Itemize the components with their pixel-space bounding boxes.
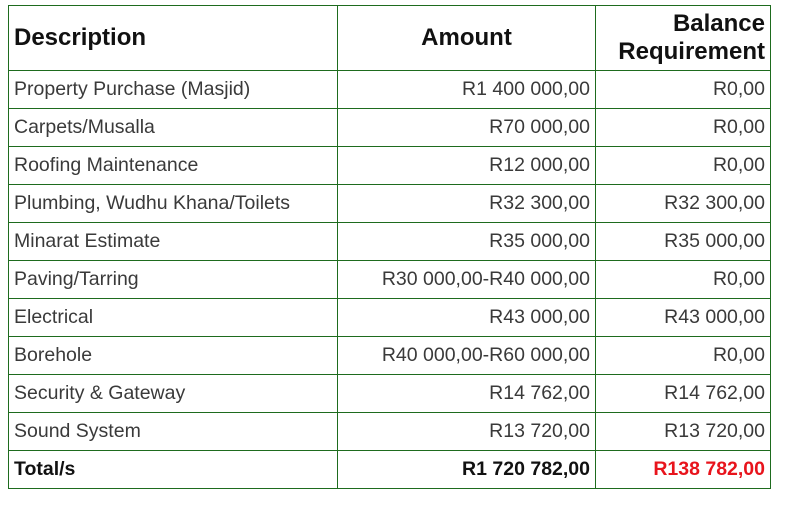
total-label: Total/s xyxy=(9,451,338,489)
row-amount: R70 000,00 xyxy=(338,109,596,147)
row-balance: R0,00 xyxy=(596,109,771,147)
header-amount: Amount xyxy=(338,6,596,71)
total-balance: R138 782,00 xyxy=(596,451,771,489)
header-description: Description xyxy=(9,6,338,71)
header-balance-requirement: Balance Requirement xyxy=(596,6,771,71)
total-amount: R1 720 782,00 xyxy=(338,451,596,489)
table-row xyxy=(9,147,771,185)
row-balance: R35 000,00 xyxy=(596,223,771,261)
row-amount: R30 000,00-R40 000,00 xyxy=(338,261,596,299)
row-balance: R14 762,00 xyxy=(596,375,771,413)
row-balance: R32 300,00 xyxy=(596,185,771,223)
row-balance: R43 000,00 xyxy=(596,299,771,337)
row-description: Electrical xyxy=(9,299,338,337)
table-row xyxy=(9,223,771,261)
row-balance: R13 720,00 xyxy=(596,413,771,451)
row-amount: R43 000,00 xyxy=(338,299,596,337)
row-description: Security & Gateway xyxy=(9,375,338,413)
row-description: Sound System xyxy=(9,413,338,451)
row-amount: R12 000,00 xyxy=(338,147,596,185)
budget-table xyxy=(8,5,771,489)
row-balance: R0,00 xyxy=(596,261,771,299)
row-amount: R14 762,00 xyxy=(338,375,596,413)
row-amount: R35 000,00 xyxy=(338,223,596,261)
row-amount: R13 720,00 xyxy=(338,413,596,451)
header-row xyxy=(9,6,771,71)
table-row xyxy=(9,299,771,337)
row-description: Borehole xyxy=(9,337,338,375)
table-row xyxy=(9,261,771,299)
row-balance: R0,00 xyxy=(596,147,771,185)
row-description: Property Purchase (Masjid) xyxy=(9,71,338,109)
row-amount: R40 000,00-R60 000,00 xyxy=(338,337,596,375)
table-row xyxy=(9,109,771,147)
table-row xyxy=(9,185,771,223)
table-row xyxy=(9,337,771,375)
row-description: Plumbing, Wudhu Khana/Toilets xyxy=(9,185,338,223)
row-description: Minarat Estimate xyxy=(9,223,338,261)
row-balance: R0,00 xyxy=(596,337,771,375)
row-amount: R32 300,00 xyxy=(338,185,596,223)
row-amount: R1 400 000,00 xyxy=(338,71,596,109)
table-row xyxy=(9,375,771,413)
total-row xyxy=(9,451,771,489)
row-description: Roofing Maintenance xyxy=(9,147,338,185)
table-row xyxy=(9,413,771,451)
row-description: Carpets/Musalla xyxy=(9,109,338,147)
row-balance: R0,00 xyxy=(596,71,771,109)
row-description: Paving/Tarring xyxy=(9,261,338,299)
budget-table-container xyxy=(8,5,771,489)
table-row xyxy=(9,71,771,109)
